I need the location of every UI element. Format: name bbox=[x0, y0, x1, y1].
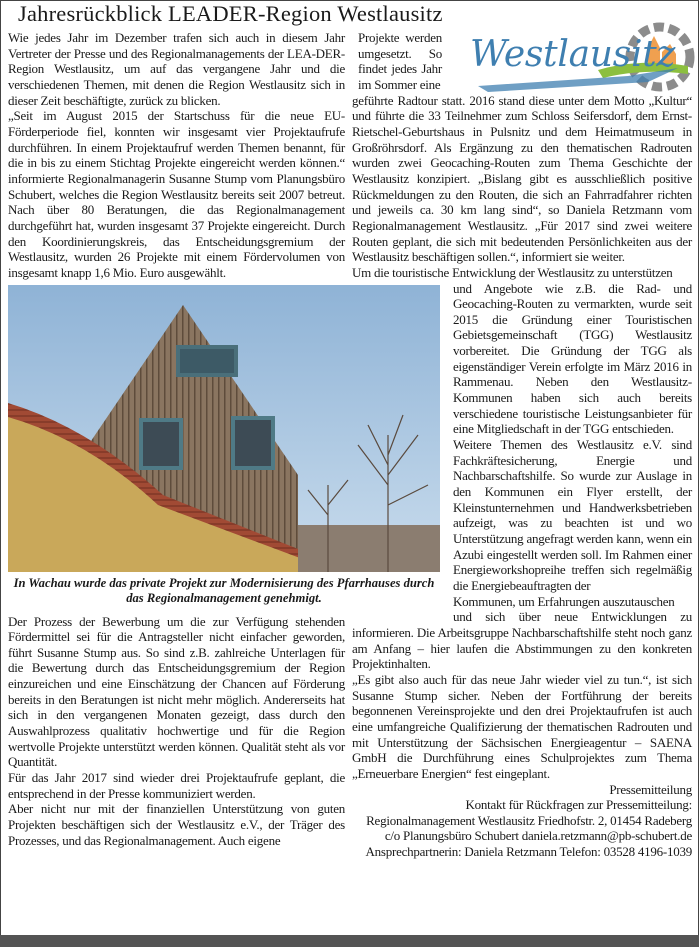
paragraph: Aber nicht nur mit der finanziellen Unterstützung von guten Projekten beschäftigen sich der Westlausitz e.V., der Träger des Prozesses, und das Regionalmanagement. Auch eigene bbox=[8, 801, 345, 848]
paragraph: Projekte werden umgesetzt. So findet jedes Jahr im Sommer eine bbox=[358, 30, 442, 92]
photo-spacer bbox=[352, 285, 453, 610]
logo-area bbox=[448, 20, 698, 82]
left-column-bottom bbox=[8, 614, 345, 849]
contact-email-line[interactable]: c/o Planungsbüro Schubert daniela.retzmann@pb-schubert.de bbox=[384, 828, 692, 844]
paragraph: Kommunen, um Erfahrungen auszutauschen bbox=[453, 593, 675, 609]
right-column bbox=[352, 30, 692, 860]
paragraph: und Angebote wie z.B. die Rad- und Geocaching-Routen zu vermarkten, wurde seit 2015 die Gründung einer Touristischen Gebietsgemeinschaft (TGG) Westlausitz vorbereitet. Die Gründung der TGG als eigenständiger Verein erfolgte im März 2016 in Rammenau. Neben den Westlausitz-Kommunen haben sich auch bereits verschiedene touristische Leistungsanbieter für eine Mitgliedschaft in der TGG entschieden. bbox=[453, 280, 692, 437]
paragraph: und sich über neue Entwicklungen zu informieren. Die Arbeitsgruppe Nachbarschaftshilfe steht noch ganz am Anfang – hier laufen die Abstimmungen zu den konkreten Projektinhalten. bbox=[352, 609, 692, 672]
paragraph: Um die touristische Entwicklung der Westlausitz zu unterstützen bbox=[352, 264, 673, 280]
paragraph: Weitere Themen des Westlausitz e.V. sind Fachkräftesicherung, Energie und Nachbarschaftshilfe. So wurde zur Auslage in den Kommunen ein Flyer erstellt, der Kleinstunternehmen und Handwerksbetrieben aufzeigt, was zu beachten ist und wo Unterstützung angefragt werden kann, wenn ein Azubi eingestellt werden soll. Im Rahmen einer Energieworkshopreihe treffen sich regelmäßig die Energiebeauftragten der bbox=[453, 437, 692, 593]
paragraph: „Seit im August 2015 der Startschuss für die neue EU-Förderperiode fiel, konnten wir insgesamt vier Projektaufrufe durchführen. In einem Projektaufruf werden Themen benannt, für die in bis zu einem Stichtag Projekte eingereicht werden können.“ informierte Regionalmanagerin Susanne Stump vom Planungsbüro Schubert, welches die Region Westlausitz bereits seit 2007 betreut. Nach über 80 Beratungen, die das Regionalmanagement durchgeführt hat, wurden insgesamt 37 Projekte eingereicht. Durch den Koordinierungskreis, das Entscheidungsgremium der Westlausitz, wurden 26 Projekte mit einem Fördervolumen von insgesamt knapp 1,6 Mio. Euro ausgewählt. bbox=[8, 108, 345, 280]
paragraph: Für das Jahr 2017 sind wieder drei Projektaufrufe geplant, die entsprechend in der Presse kommuniziert werden. bbox=[8, 770, 345, 801]
photo-caption: In Wachau wurde das private Projekt zur Modernisierung des Pfarrhauses durch das Regionalmanagement genehmigt. bbox=[13, 575, 435, 605]
contact-line: Ansprechpartnerin: Daniela Retzmann Telefon: 03528 4196-1039 bbox=[365, 844, 692, 860]
logo-text: Westlausitz bbox=[470, 34, 676, 75]
contact-line: Kontakt für Rückfragen zur Pressemitteilung: bbox=[465, 797, 692, 813]
source-label: Pressemitteilung bbox=[609, 781, 692, 797]
article-title: Jahresrückblick LEADER-Region Westlausitz bbox=[18, 1, 443, 26]
bottom-bar bbox=[0, 935, 699, 947]
paragraph: Wie jedes Jahr im Dezember trafen sich auch in diesem Jahr Vertreter der Presse und des Regionalmanagements der LEA-DER-Region Westlausitz, um auf das vergangene Jahr und die verschiedenen Themen, mit denen die Region Westlausitz sich in dieser Zeit beschäftigte, zurück zu blicken. bbox=[8, 30, 345, 108]
contact-line: Regionalmanagement Westlausitz Friedhofstr. 2, 01454 Radeberg bbox=[366, 812, 692, 828]
westlausitz-logo bbox=[448, 20, 696, 94]
paragraph: „Es gibt also auch für das neue Jahr wieder viel zu tun.“, ist sich Susanne Stump sicher. Neben der Fortführung der bereits begonnenen Vereinsprojekte und den drei Projektaufrufen ist auch eine umfangreiche Qualifizierung der thematischen Radrouten und mit Unterstützung der Sächsischen Energieagentur – SAENA GmbH die Durchführung eines Schulprojektes zum Thema „Erneuerbare Energien“ fest eingeplant. bbox=[352, 671, 692, 781]
left-column-top bbox=[8, 30, 345, 281]
paragraph: Der Prozess der Bewerbung um die zur Verfügung stehenden Fördermittel sei für die Antragsteller nicht einfacher geworden, führt Susanne Stump aus. So sind z.B. zahlreiche Unterlagen für die Bewertung durch das Entscheidungsgremium der Region einzureichen und eine Einschätzung der Chancen auf Förderung bereits in den Beratungen ist nicht mehr möglich. Andererseits hat sich in den vergangenen Monaten gezeigt, dass durch den Auswahlprozess qualitativ hochwertige und für die Region wertvolle Projekte unterstützt werden können. Qualität steht als vor Quantität. bbox=[8, 613, 345, 770]
paragraph: geführte Radtour statt. 2016 stand diese unter dem Motto „Kultur“ und führte die 33 Teilnehmer zum Schloss Seifersdorf, dem Ernst-Rietschel-Geburtshaus in Pulsnitz und dem Heimatmuseum in Großröhrsdorf. Als Ergänzung zu den thematischen Radrouten wurden zwei Geocaching-Routen zum Thema Geschichte der Westlausitz konzipiert. „Bislang gibt es ausschließlich positive Rückmeldungen zu den Routen, die sich an Fahrradfahrer richten und jeweils ca. 30 km lang sind“, so Daniela Retzmann vom Regionalmanagement Westlausitz. „Für 2017 sind zwei weitere Routen geplant, die sich mit bedeutenden Persönlichkeiten aus der Westlausitz beschäftigen sollen.“, informiert sie weiter. bbox=[352, 92, 692, 265]
